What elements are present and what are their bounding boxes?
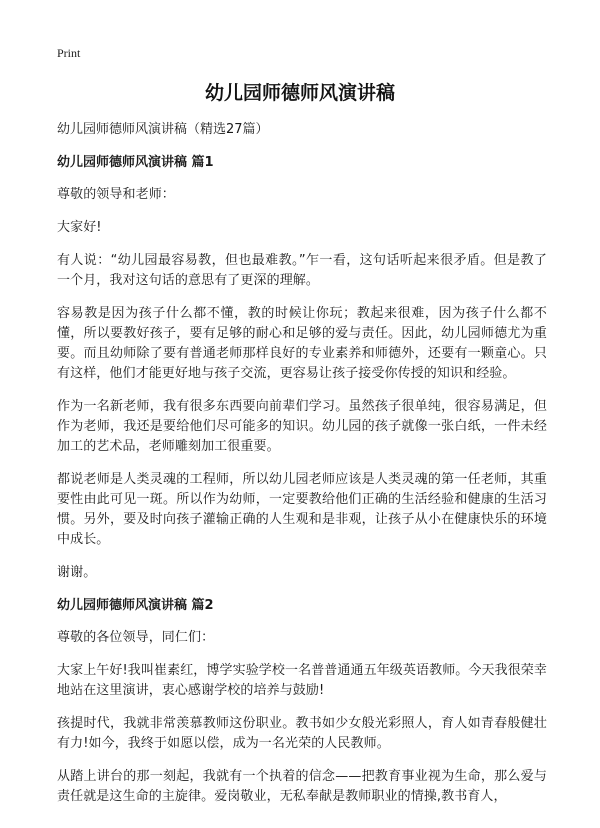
print-link[interactable]: Print [57, 46, 81, 60]
section-heading: 幼儿园师德师风演讲稿 篇1 [57, 155, 214, 170]
body-paragraph: 容易教是因为孩子什么都不懂，教的时候让你玩；教起来很难，因为孩子什么都不懂，所以要教好孩子，要有足够的耐心和足够的爱与责任。因此，幼儿园师德尤为重要。而且幼师除了要有普通老师那样良好的专业素养和师德外，还要有一颗童心。只有这样，他们才能更好地与孩子交流，更容易让孩子接受你传授的知识和经验。 [57, 306, 547, 381]
greeting: 大家好! [57, 220, 102, 235]
body-paragraph: 有人说：“幼儿园最容易教，但也最难教。”乍一看，这句话听起来很矛盾。但是教了一个月，我对这句话的意思有了更深的理解。 [57, 253, 547, 288]
closing: 谢谢。 [57, 565, 97, 580]
section-heading: 幼儿园师德师风演讲稿 篇2 [57, 598, 214, 613]
document-body [57, 120, 547, 820]
body-paragraph: 作为一名新老师，我有很多东西要向前辈们学习。虽然孩子很单纯，很容易满足，但作为老师，我还是要给他们尽可能多的知识。幼儿园的孩子就像一张白纸，一件未经加工的艺术品，老师雕刻加工很重要。 [57, 399, 547, 454]
body-paragraph: 大家上午好!我叫崔素红，博学实验学校一名普普通通五年级英语教师。今天我很荣幸地站在这里演讲，衷心感谢学校的培养与鼓励! [57, 663, 548, 698]
body-paragraph: 都说老师是人类灵魂的工程师，所以幼儿园老师应该是人类灵魂的第一任老师，其重要性由此可见一斑。所以作为幼师，一定要教给他们正确的生活经验和健康的生活习惯。另外，要及时向孩子灌输正确的人生观和是非观，让孩子从小在健康快乐的环境中成长。 [57, 472, 547, 547]
salutation: 尊敬的各位领导，同仁们： [57, 630, 215, 645]
page-title: 幼儿园师德师风演讲稿 [204, 82, 395, 104]
salutation: 尊敬的领导和老师： [57, 187, 175, 202]
speech-section-2 [57, 596, 547, 807]
speech-section-1 [57, 153, 547, 583]
body-paragraph: 孩提时代，我就非常羡慕教师这份职业。教书如少女般光彩照人，育人如青春般健壮有力!如今，我终于如愿以偿，成为一名光荣的人民教师。 [57, 716, 547, 751]
document-subtitle: 幼儿园师德师风演讲稿（精选27篇） [57, 122, 269, 137]
body-paragraph: 从踏上讲台的那一刻起，我就有一个执着的信念——把教育事业视为生命，那么爱与责任就是这生命的主旋律。爱岗敬业，无私奉献是教师职业的情操,教书育人， [57, 769, 547, 804]
